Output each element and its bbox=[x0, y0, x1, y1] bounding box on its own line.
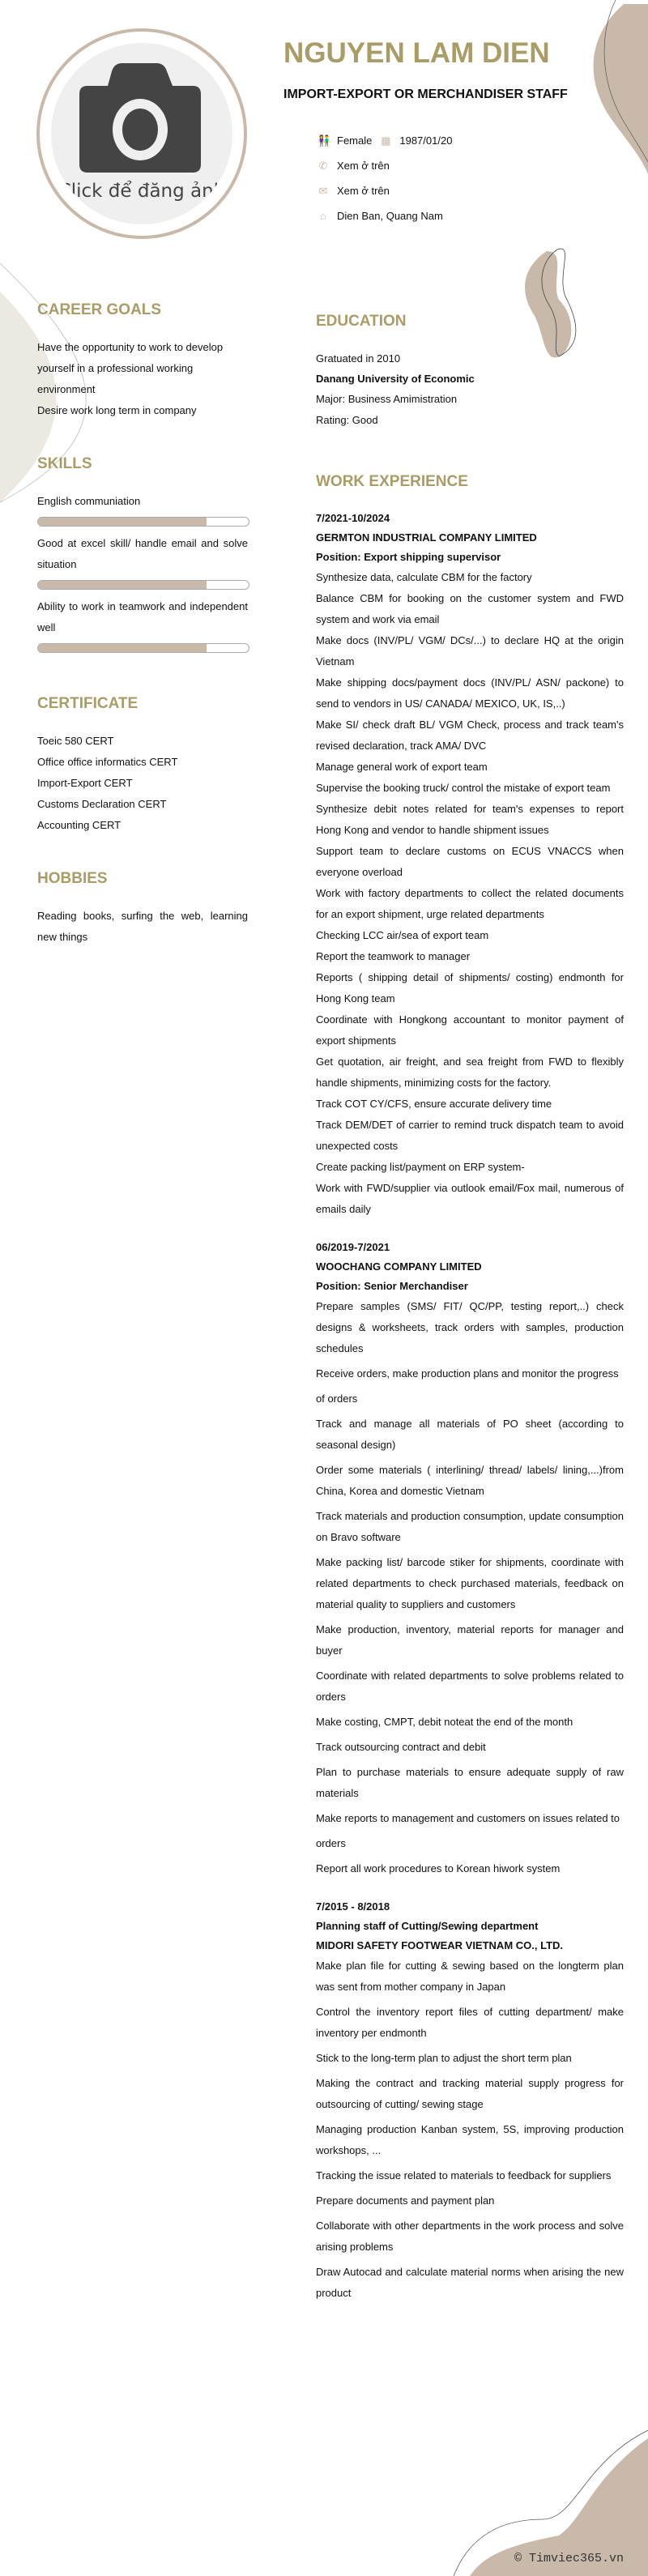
certificate-section bbox=[37, 693, 248, 836]
job-title: IMPORT-EXPORT OR MERCHANDISER STAFF bbox=[284, 87, 568, 101]
section-heading: CERTIFICATE bbox=[37, 695, 139, 712]
email: Xem ở trên bbox=[337, 185, 390, 197]
duty-item: Report all work procedures to Korean hiwork system bbox=[316, 1862, 561, 1874]
section-heading: CAREER GOALS bbox=[37, 301, 162, 318]
skills-section bbox=[37, 454, 248, 653]
phone: Xem ở trên bbox=[337, 160, 390, 172]
duty-item: Plan to purchase materials to ensure adequate supply of raw materials bbox=[316, 1766, 624, 1799]
duty-item: Make plan file for cutting & sewing based on the longterm plan was sent from mother company in Japan bbox=[316, 1960, 624, 1993]
duty-item: Prepare samples (SMS/ FIT/ QC/PP, testing report,..) check designs & worksheets, track orders with samples, production schedules bbox=[316, 1300, 624, 1354]
hobbies-section bbox=[37, 868, 248, 948]
phone-icon: ✆ bbox=[318, 159, 328, 172]
skill-bar-fill bbox=[38, 644, 207, 652]
duty-item: Track materials and production consumption, update consumption on Bravo software bbox=[316, 1510, 624, 1543]
calendar-icon: ▦ bbox=[381, 134, 391, 147]
photo-upload-area[interactable] bbox=[51, 43, 232, 224]
job-position: Position: Export shipping supervisor bbox=[316, 551, 501, 563]
job-company: MIDORI SAFETY FOOTWEAR VIETNAM CO., LTD. bbox=[316, 1939, 564, 1951]
candidate-name: NGUYEN LAM DIEN bbox=[284, 37, 550, 69]
left-column bbox=[37, 300, 248, 980]
duty-item: Track DEM/DET of carrier to remind truck dispatch team to avoid unexpected costs bbox=[316, 1119, 624, 1152]
certificate-item: Import-Export CERT bbox=[37, 777, 133, 789]
job-position: Planning staff of Cutting/Sewing department bbox=[316, 1920, 539, 1932]
gender-icon: 👫 bbox=[318, 134, 331, 147]
job-position: Position: Senior Merchandiser bbox=[316, 1280, 468, 1292]
skill-label: English communiation bbox=[37, 495, 141, 507]
duty-item: Receive orders, make production plans and monitor the progress bbox=[316, 1367, 619, 1380]
home-icon: ⌂ bbox=[320, 210, 326, 222]
job-duties bbox=[316, 567, 624, 1220]
career-goals-section bbox=[37, 300, 248, 421]
duty-item: Support team to declare customs on ECUS VNACCS when everyone overload bbox=[316, 845, 624, 878]
job-company: WOOCHANG COMPANY LIMITED bbox=[316, 1260, 482, 1273]
duty-item: Make SI/ check draft BL/ VGM Check, process and track team's revised declaration, track AMA/ DVC bbox=[316, 719, 624, 752]
duty-item: Synthesize debit notes related for team's expenses to report Hong Kong and vendor to handle shipment issues bbox=[316, 803, 624, 836]
photo-upload-label: Click để đăng ảnh bbox=[58, 181, 226, 202]
certificate-item: Toeic 580 CERT bbox=[37, 735, 114, 747]
skill-label: Ability to work in teamwork and independent well bbox=[37, 600, 248, 633]
duty-item: Manage general work of export team bbox=[316, 761, 488, 773]
section-heading: WORK EXPERIENCE bbox=[316, 473, 468, 490]
school: Danang University of Economic bbox=[316, 373, 475, 385]
duty-item: Stick to the long-term plan to adjust the short term plan bbox=[316, 2052, 572, 2064]
contact-info bbox=[318, 128, 452, 228]
duty-item: Checking LCC air/sea of export team bbox=[316, 929, 489, 941]
rating: Rating: Good bbox=[316, 414, 378, 426]
section-heading: EDUCATION bbox=[316, 313, 407, 330]
job-entry bbox=[316, 1897, 624, 2304]
duty-item: Work with factory departments to collect the related documents for an export shipment, urge related departments bbox=[316, 887, 624, 920]
copyright: © Timviec365.vn bbox=[514, 2552, 625, 2565]
duty-item: Make costing, CMPT, debit noteat the end of the month bbox=[316, 1716, 573, 1728]
job-entry bbox=[316, 509, 624, 1220]
duty-item: Draw Autocad and calculate material norms when arising the new product bbox=[316, 2266, 624, 2299]
address: Dien Ban, Quang Nam bbox=[337, 210, 443, 222]
duty-item: Synthesize data, calculate CBM for the factory bbox=[316, 571, 532, 583]
birthday: 1987/01/20 bbox=[399, 134, 453, 147]
duty-item: Work with FWD/supplier via outlook email/Fox mail, numerous of emails daily bbox=[316, 1182, 624, 1215]
work-section bbox=[316, 471, 624, 2304]
skill-bar-fill bbox=[38, 581, 207, 589]
gender: Female bbox=[337, 134, 373, 147]
duty-item: Make reports to management and customers on issues related to bbox=[316, 1812, 620, 1824]
top-right-shape bbox=[583, 0, 648, 186]
duty-item: Making the contract and tracking material supply progress for outsourcing of cutting/ sewing stage bbox=[316, 2077, 624, 2110]
section-heading: SKILLS bbox=[37, 455, 92, 472]
duty-item: Track COT CY/CFS, ensure accurate delivery time bbox=[316, 1098, 552, 1110]
avatar[interactable] bbox=[36, 28, 247, 239]
job-company: GERMTON INDUSTRIAL COMPANY LIMITED bbox=[316, 531, 537, 544]
skill-bar bbox=[37, 643, 249, 653]
skill-bar bbox=[37, 517, 249, 527]
skill-bar-fill bbox=[38, 518, 207, 526]
duty-item: Control the inventory report files of cutting department/ make inventory per endmonth bbox=[316, 2006, 624, 2039]
certificate-item: Accounting CERT bbox=[37, 819, 122, 831]
career-goal-line: Desire work long term in company bbox=[37, 404, 197, 416]
duty-item: Track outsourcing contract and debit bbox=[316, 1741, 486, 1753]
duty-item: Report the teamwork to manager bbox=[316, 950, 471, 962]
duty-item: Collaborate with other departments in the work process and solve arising problems bbox=[316, 2220, 624, 2253]
duty-item: Coordinate with related departments to solve problems related to orders bbox=[316, 1670, 624, 1703]
duty-item: Get quotation, air freight, and sea freight from FWD to flexibly handle shipments, minimizing costs for the factory. bbox=[316, 1056, 624, 1089]
camera-icon bbox=[75, 63, 205, 177]
duty-item: of orders bbox=[316, 1392, 358, 1405]
duty-item: Make docs (INV/PL/ VGM/ DCs/...) to declare HQ at the origin Vietnam bbox=[316, 634, 624, 667]
certificate-item: Office office informatics CERT bbox=[37, 756, 178, 768]
graduated: Gratuated in 2010 bbox=[316, 352, 401, 365]
skill-bar bbox=[37, 580, 249, 590]
duty-item: Reports ( shipping detail of shipments/ costing) endmonth for Hong Kong team bbox=[316, 971, 624, 1004]
duty-item: Managing production Kanban system, 5S, improving production workshops, ... bbox=[316, 2123, 624, 2156]
job-duties bbox=[316, 1296, 624, 1879]
right-column bbox=[316, 311, 624, 2322]
duty-item: Coordinate with Hongkong accountant to monitor payment of export shipments bbox=[316, 1013, 624, 1047]
duty-item: Prepare documents and payment plan bbox=[316, 2194, 495, 2207]
section-heading: HOBBIES bbox=[37, 870, 108, 887]
duty-item: Balance CBM for booking on the customer system and FWD system and work via email bbox=[316, 592, 624, 625]
career-goal-line: Have the opportunity to work to develop yourself in a professional working environment bbox=[37, 341, 224, 395]
hobbies-text: Reading books, surfing the web, learning new things bbox=[37, 910, 248, 943]
duty-item: Create packing list/payment on ERP system- bbox=[316, 1161, 525, 1173]
job-period: 7/2021-10/2024 bbox=[316, 512, 390, 524]
certificate-item: Customs Declaration CERT bbox=[37, 798, 167, 810]
duty-item: orders bbox=[316, 1837, 346, 1849]
duty-item: Order some materials ( interlining/ thread/ labels/ lining,...)from China, Korea and domestic Vietnam bbox=[316, 1464, 624, 1497]
education-section bbox=[316, 311, 624, 431]
job-duties bbox=[316, 1955, 624, 2304]
skill-label: Good at excel skill/ handle email and solve situation bbox=[37, 537, 248, 570]
job-entry bbox=[316, 1238, 624, 1879]
duty-item: Tracking the issue related to materials to feedback for suppliers bbox=[316, 2169, 612, 2181]
job-period: 06/2019-7/2021 bbox=[316, 1241, 390, 1253]
email-icon: ✉ bbox=[318, 184, 328, 197]
duty-item: Make production, inventory, material reports for manager and buyer bbox=[316, 1623, 624, 1657]
major: Major: Business Amimistration bbox=[316, 393, 458, 405]
duty-item: Supervise the booking truck/ control the mistake of export team bbox=[316, 782, 611, 794]
duty-item: Make packing list/ barcode stiker for shipments, coordinate with related departments to check purchased materials, feedback on material quality to suppliers and customers bbox=[316, 1556, 624, 1610]
duty-item: Track and manage all materials of PO sheet (according to seasonal design) bbox=[316, 1418, 624, 1451]
job-period: 7/2015 - 8/2018 bbox=[316, 1900, 390, 1913]
duty-item: Make shipping docs/payment docs (INV/PL/ ASN/ packone) to send to vendors in US/ CANADA/ MEXICO, UK, IS,..) bbox=[316, 676, 624, 710]
